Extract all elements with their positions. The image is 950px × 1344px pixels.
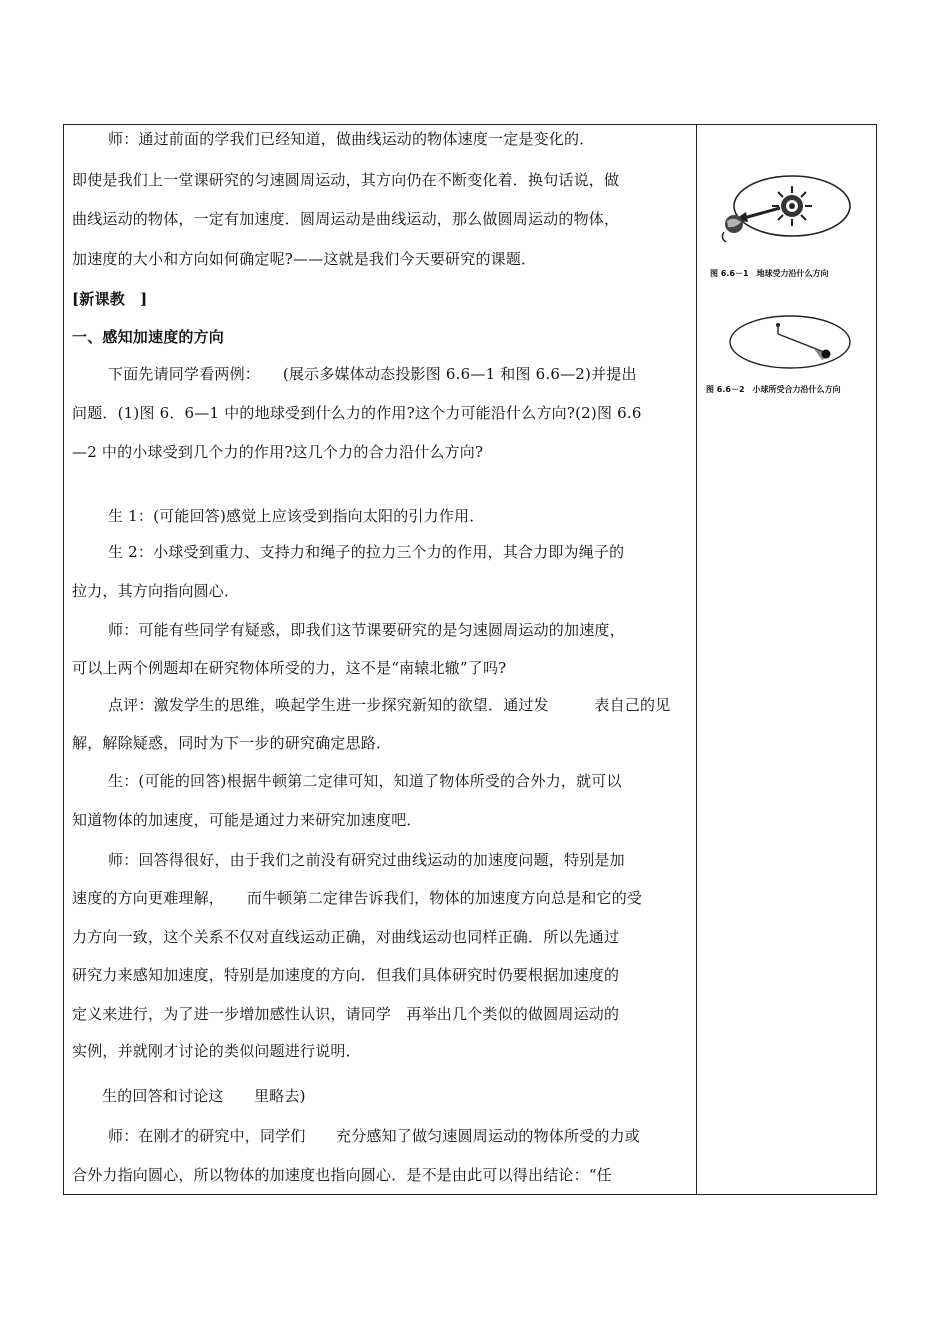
section-heading: 一、感知加速度的方向 bbox=[72, 328, 225, 346]
text-line: 可以上两个例题却在研究物体所受的力，这不是“南辕北辙”了吗? bbox=[72, 659, 507, 677]
text-line: 师：在刚才的研究中，同学们 充分感知了做匀速圆周运动的物体所受的力或 bbox=[108, 1127, 641, 1145]
sun-earth-orbit-icon bbox=[716, 172, 854, 250]
text-line: 解，解除疑惑，同时为下一步的研究确定思路． bbox=[72, 734, 392, 752]
text-line: 曲线运动的物体，一定有加速度．圆周运动是曲线运动，那么做圆周运动的物体， bbox=[72, 210, 620, 228]
text-line: 师：回答得很好，由于我们之前没有研究过曲线运动的加速度问题，特别是加 bbox=[108, 851, 625, 869]
text-line: 下面先请同学看两例： (展示多媒体动态投影图 6.6—1 和图 6.6—2)并提出 bbox=[108, 365, 637, 383]
text-line: 生 2：小球受到重力、支持力和绳子的拉力三个力的作用，其合力即为绳子的 bbox=[108, 543, 625, 561]
figure-caption: 图 6.6－2 小球所受合力沿什么方向 bbox=[706, 385, 841, 394]
text-line: 生：(可能的回答)根据牛顿第二定律可知，知道了物体所受的合外力，就可以 bbox=[108, 772, 622, 790]
text-line: 合外力指向圆心，所以物体的加速度也指向圆心．是不是由此可以得出结论：“任 bbox=[72, 1166, 612, 1184]
text-line: 定义来进行，为了进一步增加感性认识，请同学 再举出几个类似的做圆周运动的 bbox=[72, 1005, 620, 1023]
text-line: 实例，并就刚才讨论的类似问题进行说明． bbox=[72, 1042, 361, 1060]
column-divider bbox=[696, 124, 697, 1195]
text-line: 即使是我们上一堂课研究的匀速圆周运动，其方向仍在不断变化着．换句话说，做 bbox=[72, 171, 620, 189]
text-line: 师：可能有些同学有疑惑，即我们这节课要研究的是匀速圆周运动的加速度， bbox=[108, 621, 625, 639]
text-line: 研究力来感知加速度，特别是加速度的方向．但我们具体研究时仍要根据加速度的 bbox=[72, 966, 620, 984]
text-line: 知道物体的加速度，可能是通过力来研究加速度吧． bbox=[72, 811, 422, 829]
text-line: 问题．(1)图 6．6—1 中的地球受到什么力的作用?这个力可能沿什么方向?(2)图 6.6 bbox=[72, 404, 642, 422]
figure-caption: 图 6.6－1 地球受力沿什么方向 bbox=[710, 269, 829, 278]
text-line: 速度的方向更难理解， 而牛顿第二定律告诉我们，物体的加速度方向总是和它的受 bbox=[72, 889, 643, 907]
text-line: 拉力，其方向指向圆心． bbox=[72, 582, 240, 600]
text-line: 力方向一致，这个关系不仅对直线运动正确，对曲线运动也同样正确．所以先通过 bbox=[72, 928, 620, 946]
text-line: 生的回答和讨论这 里略去) bbox=[102, 1087, 306, 1105]
ball-on-string-icon bbox=[726, 312, 856, 372]
text-line: —2 中的小球受到几个力的作用?这几个力的合力沿什么方向? bbox=[72, 443, 484, 461]
text-line: 点评：激发学生的思维，唤起学生进一步探究新知的欲望．通过发 表自己的见 bbox=[108, 696, 671, 714]
text-line: 生 1：(可能回答)感觉上应该受到指向太阳的引力作用． bbox=[108, 507, 485, 525]
text-line: 加速度的大小和方向如何确定呢?——这就是我们今天要研究的课题． bbox=[72, 250, 537, 268]
text-line: 师：通过前面的学我们已经知道，做曲线运动的物体速度一定是变化的． bbox=[108, 130, 595, 148]
section-bracket-heading: [新课教 ] bbox=[72, 290, 148, 308]
